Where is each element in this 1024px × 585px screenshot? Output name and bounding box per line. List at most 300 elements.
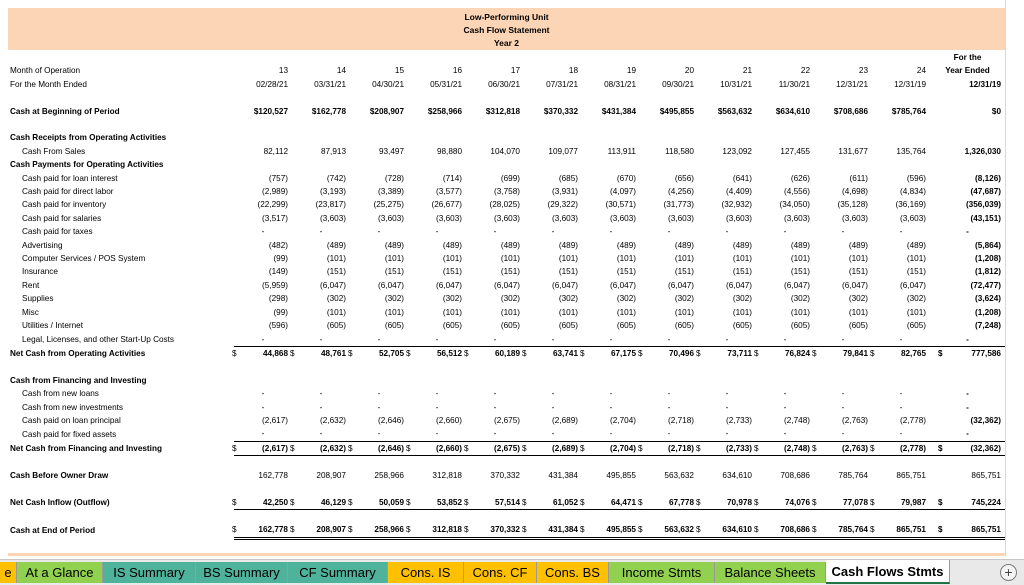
value-cell[interactable]: (4,834) [900,187,926,197]
year-total-cell[interactable]: (47,687) [970,187,1001,197]
value-cell[interactable]: (3,603) [784,213,810,223]
value-cell[interactable]: (101) [326,307,346,317]
month-number[interactable]: 23 [858,66,868,76]
value-cell[interactable] [466,441,524,455]
value-cell[interactable]: (489) [442,240,462,250]
value-cell[interactable]: $431,384 [601,106,636,116]
value-cell[interactable]: (605) [384,321,404,331]
value-cell[interactable]: 98,880 [436,146,462,156]
value-cell[interactable]: $785,764 [891,106,926,116]
month-number[interactable]: 18 [568,66,578,76]
value-cell[interactable]: - [667,334,671,344]
value-cell[interactable] [872,496,930,510]
sheet-tab-income-stmts[interactable]: Income Stmts [609,562,715,583]
month-end-date[interactable]: 02/28/21 [256,79,288,89]
value-cell[interactable]: 162,778 [258,471,288,481]
value-cell[interactable]: - [783,402,787,412]
value-cell[interactable]: (2,675) [494,415,520,425]
value-cell[interactable]: - [551,227,555,237]
value-cell[interactable]: - [609,429,613,439]
value-cell[interactable]: 82,112 [263,146,288,156]
value-cell[interactable] [350,496,408,510]
month-end-date[interactable]: 09/30/21 [662,79,694,89]
sheet-tab-cons-bs[interactable]: Cons. BS [537,562,609,583]
value-cell[interactable]: (302) [326,294,346,304]
value-cell[interactable]: - [667,402,671,412]
value-cell[interactable]: (23,817) [315,200,346,210]
value-cell[interactable]: (699) [500,173,520,183]
value-cell[interactable]: - [261,429,265,439]
value-cell[interactable] [582,346,640,360]
value-cell[interactable] [872,346,930,360]
value-cell[interactable]: (101) [674,254,694,264]
value-cell[interactable]: - [261,402,265,412]
value-cell[interactable]: (489) [558,240,578,250]
value-cell[interactable]: (6,047) [842,280,868,290]
value-cell[interactable]: 495,855 [606,471,636,481]
value-cell[interactable]: (151) [674,267,694,277]
year-total-cell[interactable] [930,523,1005,538]
value-cell[interactable]: - [551,402,555,412]
value-cell[interactable]: (6,047) [436,280,462,290]
value-cell[interactable] [524,346,582,360]
value-cell[interactable]: (656) [674,173,694,183]
value-cell[interactable]: 258,966 [374,471,404,481]
value-cell[interactable]: $563,632 [717,106,752,116]
value-cell[interactable]: - [609,389,613,399]
month-number[interactable]: 21 [742,66,752,76]
value-cell[interactable] [698,523,756,538]
value-cell[interactable]: - [899,389,903,399]
value-cell[interactable]: (3,603) [842,213,868,223]
value-cell[interactable]: (4,409) [726,187,752,197]
year-total-cell[interactable]: (1,208) [975,254,1001,264]
value-cell[interactable]: - [667,429,671,439]
value-cell[interactable]: - [319,334,323,344]
value-cell[interactable]: (22,299) [257,200,288,210]
value-cell[interactable]: - [319,389,323,399]
value-cell[interactable]: (3,603) [726,213,752,223]
value-cell[interactable]: (151) [732,267,752,277]
value-cell[interactable]: (25,275) [373,200,404,210]
value-cell[interactable]: (605) [500,321,520,331]
value-cell[interactable] [756,346,814,360]
month-end-date[interactable]: 11/30/21 [778,79,810,89]
value-cell[interactable]: - [899,227,903,237]
value-cell[interactable]: (101) [906,307,926,317]
value-cell[interactable]: (4,097) [610,187,636,197]
value-cell[interactable]: (4,556) [784,187,810,197]
add-sheet-icon[interactable]: + [1000,564,1017,581]
year-total-cell[interactable]: 865,751 [971,471,1001,481]
value-cell[interactable]: (101) [384,307,404,317]
value-cell[interactable]: (2,660) [436,415,462,425]
value-cell[interactable]: (101) [326,254,346,264]
value-cell[interactable]: $120,527 [253,106,288,116]
value-cell[interactable]: - [725,227,729,237]
month-end-date[interactable]: 05/31/21 [430,79,462,89]
value-cell[interactable]: - [319,429,323,439]
value-cell[interactable]: (3,577) [436,187,462,197]
value-cell[interactable]: (2,617) [262,415,288,425]
value-cell[interactable]: - [725,402,729,412]
value-cell[interactable] [350,441,408,455]
month-number[interactable]: 19 [626,66,636,76]
value-cell[interactable]: (489) [326,240,346,250]
value-cell[interactable]: - [841,389,845,399]
value-cell[interactable]: (302) [500,294,520,304]
value-cell[interactable]: (6,047) [552,280,578,290]
month-number[interactable]: 20 [684,66,694,76]
year-total-cell[interactable]: (3,624) [975,294,1001,304]
value-cell[interactable]: (605) [558,321,578,331]
value-cell[interactable]: (2,689) [552,415,578,425]
value-cell[interactable]: 208,907 [316,471,346,481]
year-total-cell[interactable]: - [966,402,969,412]
value-cell[interactable]: (302) [790,294,810,304]
value-cell[interactable] [814,523,872,538]
value-cell[interactable] [756,523,814,538]
value-cell[interactable]: $162,778 [311,106,346,116]
value-cell[interactable]: - [377,227,381,237]
value-cell[interactable]: (6,047) [900,280,926,290]
value-cell[interactable]: (3,603) [378,213,404,223]
value-cell[interactable]: (2,733) [726,415,752,425]
value-cell[interactable]: (670) [616,173,636,183]
value-cell[interactable]: (101) [384,254,404,264]
sheet-tab-cf-summary[interactable]: CF Summary [288,562,388,583]
value-cell[interactable]: (596) [268,321,288,331]
value-cell[interactable]: (2,646) [378,415,404,425]
month-number[interactable]: 14 [336,66,346,76]
value-cell[interactable]: 109,077 [548,146,578,156]
value-cell[interactable]: (151) [442,267,462,277]
value-cell[interactable]: (151) [616,267,636,277]
value-cell[interactable]: 135,764 [896,146,926,156]
value-cell[interactable]: - [435,227,439,237]
value-cell[interactable] [234,496,292,510]
month-end-date[interactable]: 10/31/21 [720,79,752,89]
value-cell[interactable] [292,523,350,538]
year-total-cell[interactable]: (356,039) [965,200,1001,210]
value-cell[interactable]: (489) [616,240,636,250]
value-cell[interactable]: 865,751 [896,471,926,481]
value-cell[interactable]: (29,322) [547,200,578,210]
value-cell[interactable] [466,523,524,538]
value-cell[interactable]: (4,256) [668,187,694,197]
value-cell[interactable]: (302) [732,294,752,304]
value-cell[interactable]: (605) [616,321,636,331]
value-cell[interactable]: $708,686 [833,106,868,116]
value-cell[interactable]: (99) [273,307,288,317]
value-cell[interactable]: (101) [442,254,462,264]
value-cell[interactable]: (151) [500,267,520,277]
value-cell[interactable] [756,441,814,455]
value-cell[interactable]: (151) [790,267,810,277]
sheet-tab-at-a-glance[interactable]: At a Glance [17,562,103,583]
value-cell[interactable]: 131,677 [838,146,868,156]
value-cell[interactable]: (489) [384,240,404,250]
value-cell[interactable]: - [899,402,903,412]
value-cell[interactable]: (2,989) [262,187,288,197]
year-total-cell[interactable]: (1,812) [975,267,1001,277]
value-cell[interactable]: (36,169) [895,200,926,210]
value-cell[interactable]: - [493,402,497,412]
value-cell[interactable]: (101) [674,307,694,317]
value-cell[interactable]: (596) [906,173,926,183]
value-cell[interactable]: 127,455 [780,146,810,156]
year-total-cell[interactable]: - [966,227,969,237]
value-cell[interactable]: - [841,402,845,412]
value-cell[interactable]: (302) [674,294,694,304]
year-total-cell[interactable]: 1,326,030 [964,146,1001,156]
value-cell[interactable]: - [551,389,555,399]
value-cell[interactable]: - [435,389,439,399]
value-cell[interactable]: - [261,227,265,237]
value-cell[interactable] [466,346,524,360]
value-cell[interactable]: - [377,389,381,399]
value-cell[interactable] [524,523,582,538]
year-total-cell[interactable] [930,441,1005,455]
value-cell[interactable]: - [493,429,497,439]
value-cell[interactable]: (3,603) [494,213,520,223]
sheet-tab-partial[interactable]: e [0,562,17,583]
value-cell[interactable]: - [841,227,845,237]
value-cell[interactable]: - [261,389,265,399]
value-cell[interactable] [524,441,582,455]
value-cell[interactable]: (2,718) [668,415,694,425]
year-total-cell[interactable]: (72,477) [970,280,1001,290]
value-cell[interactable]: (302) [384,294,404,304]
year-total-cell[interactable]: (7,248) [975,321,1001,331]
year-total-cell[interactable]: (5,864) [975,240,1001,250]
value-cell[interactable]: (626) [790,173,810,183]
value-cell[interactable] [292,346,350,360]
value-cell[interactable]: (611) [849,173,868,183]
value-cell[interactable]: - [493,334,497,344]
value-cell[interactable] [292,441,350,455]
value-cell[interactable]: (101) [790,307,810,317]
value-cell[interactable]: (151) [558,267,578,277]
value-cell[interactable]: 118,580 [665,146,694,156]
month-number[interactable]: 15 [394,66,404,76]
value-cell[interactable]: - [551,334,555,344]
value-cell[interactable]: (605) [442,321,462,331]
value-cell[interactable]: (302) [848,294,868,304]
value-cell[interactable]: - [493,227,497,237]
value-cell[interactable]: $495,855 [659,106,694,116]
cash-flow-table[interactable] [8,51,1005,540]
value-cell[interactable]: (6,047) [610,280,636,290]
value-cell[interactable]: (3,758) [494,187,520,197]
value-cell[interactable] [524,496,582,510]
value-cell[interactable] [872,523,930,538]
value-cell[interactable]: - [609,402,613,412]
sheet-tab-balance-sheets[interactable]: Balance Sheets [715,562,826,583]
month-end-date[interactable]: 12/31/21 [836,79,868,89]
value-cell[interactable]: 370,332 [490,471,520,481]
value-cell[interactable]: - [261,334,265,344]
value-cell[interactable]: (101) [500,307,520,317]
value-cell[interactable]: (2,632) [320,415,346,425]
value-cell[interactable]: (605) [732,321,752,331]
value-cell[interactable]: - [435,402,439,412]
value-cell[interactable]: (3,603) [900,213,926,223]
value-cell[interactable]: (302) [442,294,462,304]
value-cell[interactable]: (26,677) [431,200,462,210]
value-cell[interactable] [582,496,640,510]
value-cell[interactable]: (6,047) [494,280,520,290]
month-end-date[interactable]: 12/31/19 [894,79,926,89]
value-cell[interactable]: - [783,227,787,237]
month-end-date[interactable]: 04/30/21 [372,79,404,89]
value-cell[interactable]: (151) [326,267,346,277]
value-cell[interactable]: $312,818 [485,106,520,116]
value-cell[interactable]: (302) [616,294,636,304]
value-cell[interactable]: - [899,334,903,344]
value-cell[interactable]: (101) [442,307,462,317]
value-cell[interactable] [408,496,466,510]
sheet-tab-cons-is[interactable]: Cons. IS [388,562,464,583]
value-cell[interactable]: - [783,334,787,344]
value-cell[interactable]: (605) [674,321,694,331]
value-cell[interactable]: (101) [616,307,636,317]
value-cell[interactable] [582,441,640,455]
month-number[interactable]: 22 [800,66,810,76]
value-cell[interactable] [234,523,292,538]
value-cell[interactable] [698,441,756,455]
value-cell[interactable]: (35,128) [837,200,868,210]
value-cell[interactable]: (6,047) [378,280,404,290]
value-cell[interactable] [756,496,814,510]
sheet-tab-cash-flows-stmts[interactable]: Cash Flows Stmts [826,560,950,584]
value-cell[interactable] [582,523,640,538]
value-cell[interactable]: (151) [906,267,926,277]
value-cell[interactable]: (101) [848,254,868,264]
value-cell[interactable]: (3,603) [436,213,462,223]
value-cell[interactable]: (489) [790,240,810,250]
value-cell[interactable]: (3,389) [378,187,404,197]
sheet-tab-bs-summary[interactable]: BS Summary [196,562,288,583]
value-cell[interactable]: - [841,429,845,439]
value-cell[interactable]: - [667,389,671,399]
value-cell[interactable]: (4,698) [842,187,868,197]
value-cell[interactable] [408,346,466,360]
value-cell[interactable]: (99) [273,254,288,264]
sheet-tab-is-summary[interactable]: IS Summary [103,562,196,583]
value-cell[interactable]: (2,763) [842,415,868,425]
value-cell[interactable]: (3,603) [320,213,346,223]
value-cell[interactable]: (30,571) [605,200,636,210]
value-cell[interactable]: (489) [500,240,520,250]
value-cell[interactable]: (2,704) [610,415,636,425]
value-cell[interactable]: (28,025) [489,200,520,210]
value-cell[interactable]: (742) [326,173,346,183]
value-cell[interactable] [292,496,350,510]
value-cell[interactable]: - [609,334,613,344]
value-cell[interactable]: $370,332 [543,106,578,116]
value-cell[interactable]: - [725,429,729,439]
month-number[interactable]: 16 [452,66,462,76]
value-cell[interactable]: (101) [906,254,926,264]
value-cell[interactable]: (302) [558,294,578,304]
value-cell[interactable]: (298) [268,294,288,304]
value-cell[interactable]: (714) [442,173,462,183]
value-cell[interactable]: (3,603) [668,213,694,223]
value-cell[interactable] [640,496,698,510]
month-number[interactable]: 17 [510,66,520,76]
value-cell[interactable]: (6,047) [726,280,752,290]
value-cell[interactable] [640,523,698,538]
value-cell[interactable]: (605) [326,321,346,331]
value-cell[interactable] [234,346,292,360]
value-cell[interactable]: $634,610 [775,106,810,116]
year-total-cell[interactable]: $0 [991,106,1001,116]
value-cell[interactable]: (605) [790,321,810,331]
value-cell[interactable]: - [609,227,613,237]
value-cell[interactable]: (101) [558,307,578,317]
value-cell[interactable]: - [377,429,381,439]
value-cell[interactable] [466,496,524,510]
value-cell[interactable]: (6,047) [320,280,346,290]
value-cell[interactable]: (2,778) [900,415,926,425]
value-cell[interactable]: - [783,389,787,399]
value-cell[interactable] [408,441,466,455]
value-cell[interactable]: (101) [848,307,868,317]
value-cell[interactable]: (101) [732,254,752,264]
year-total-cell[interactable]: - [966,389,969,399]
value-cell[interactable]: (151) [384,267,404,277]
value-cell[interactable]: - [319,402,323,412]
value-cell[interactable]: (605) [906,321,926,331]
value-cell[interactable]: (728) [384,173,404,183]
value-cell[interactable]: (32,932) [721,200,752,210]
month-end-date[interactable]: 07/31/21 [546,79,578,89]
month-end-date[interactable]: 08/31/21 [604,79,636,89]
value-cell[interactable]: (482) [268,240,288,250]
value-cell[interactable] [234,441,292,455]
value-cell[interactable]: (3,931) [552,187,578,197]
value-cell[interactable] [350,346,408,360]
value-cell[interactable]: - [725,389,729,399]
value-cell[interactable]: (3,193) [320,187,346,197]
value-cell[interactable]: (101) [616,254,636,264]
value-cell[interactable]: 708,686 [780,471,810,481]
value-cell[interactable]: (101) [500,254,520,264]
value-cell[interactable] [814,346,872,360]
value-cell[interactable]: (5,959) [262,280,288,290]
month-end-date[interactable]: 06/30/21 [488,79,520,89]
value-cell[interactable] [814,496,872,510]
value-cell[interactable]: 312,818 [432,471,462,481]
value-cell[interactable] [872,441,930,455]
value-cell[interactable] [640,441,698,455]
value-cell[interactable]: - [493,389,497,399]
value-cell[interactable]: (489) [848,240,868,250]
value-cell[interactable]: - [435,429,439,439]
value-cell[interactable]: (101) [732,307,752,317]
value-cell[interactable] [408,523,466,538]
value-cell[interactable]: (34,050) [779,200,810,210]
value-cell[interactable]: - [551,429,555,439]
value-cell[interactable]: 785,764 [838,471,868,481]
value-cell[interactable]: (685) [558,173,578,183]
value-cell[interactable]: (149) [268,267,288,277]
value-cell[interactable]: (3,603) [610,213,636,223]
month-end-date[interactable]: 03/31/21 [314,79,346,89]
value-cell[interactable]: 93,497 [378,146,404,156]
value-cell[interactable]: $208,907 [369,106,404,116]
